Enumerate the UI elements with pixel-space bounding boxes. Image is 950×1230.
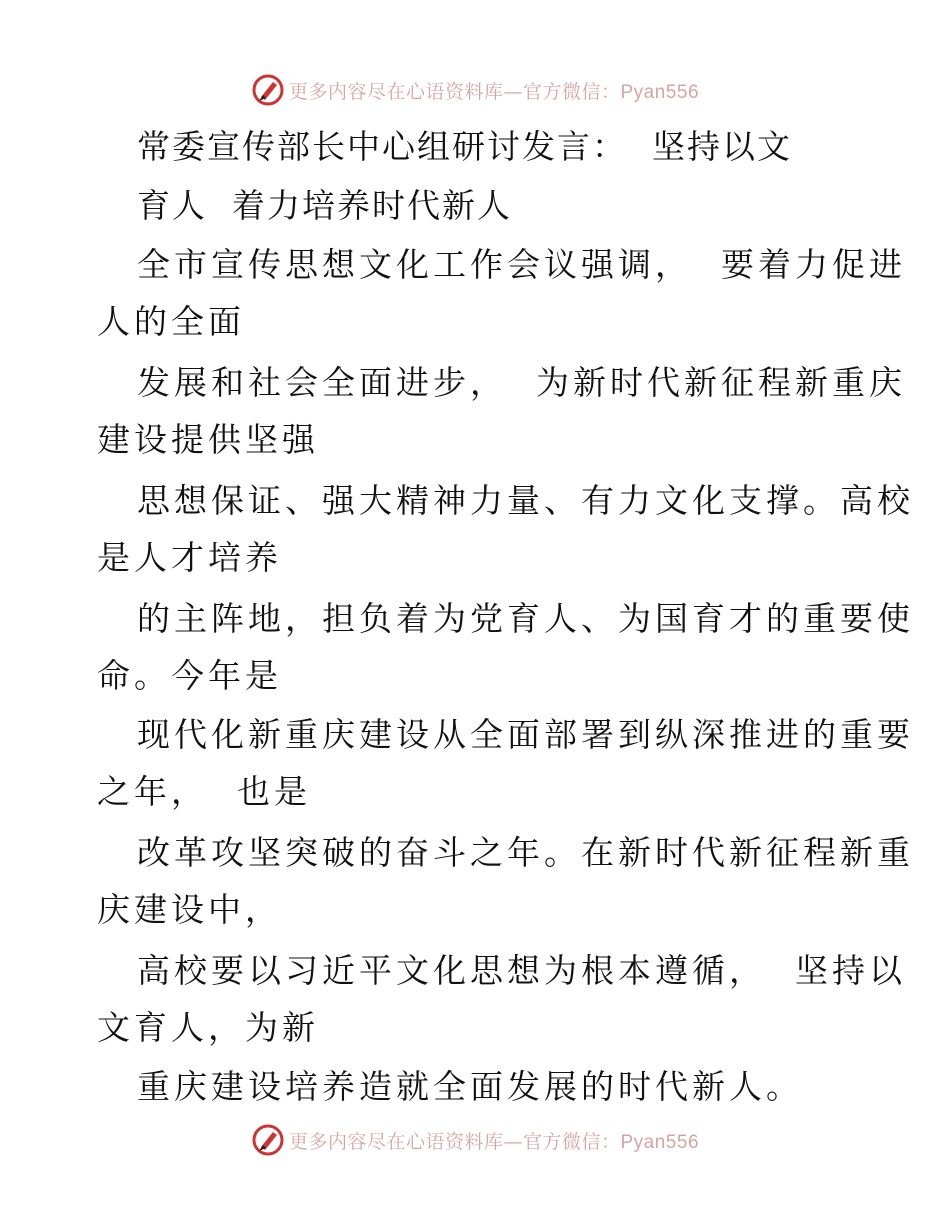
paragraph-line: 建设提供坚强 bbox=[97, 420, 319, 459]
paragraph-line: 思想保证、强大精神力量、有力文化支撑。高校 bbox=[137, 481, 914, 520]
watermark-text: 更多内容尽在心语资料库—官方微信：Pyan556 bbox=[288, 1130, 700, 1153]
watermark-text: 更多内容尽在心语资料库—官方微信：Pyan556 bbox=[288, 80, 700, 103]
doc-title-line-1: 常委宣传部长中心组研讨发言： 坚持以文 bbox=[137, 127, 792, 166]
paragraph-line: 文育人，为新 bbox=[97, 1008, 319, 1047]
paragraph-line: 全市宣传思想文化工作会议强调， 要着力促进 bbox=[137, 245, 906, 284]
paragraph-line: 命。今年是 bbox=[97, 656, 282, 695]
doc-title-line-2: 育人 着力培养时代新人 bbox=[137, 186, 512, 225]
paragraph-line: 人的全面 bbox=[97, 302, 245, 341]
paragraph-line: 的主阵地，担负着为党育人、为国育才的重要使 bbox=[137, 599, 914, 638]
paragraph-line: 改革攻坚突破的奋斗之年。在新时代新征程新重 bbox=[137, 833, 914, 872]
paragraph-line: 发展和社会全面进步， 为新时代新征程新重庆 bbox=[137, 363, 906, 402]
paragraph-line: 高校要以习近平文化思想为根本遵循， 坚持以 bbox=[137, 951, 906, 990]
red-pen-seal-logo-icon bbox=[251, 1123, 285, 1157]
paragraph-line: 是人才培养 bbox=[97, 538, 282, 577]
footer-watermark-banner bbox=[0, 1120, 950, 1160]
paragraph-line: 现代化新重庆建设从全面部署到纵深推进的重要 bbox=[137, 715, 914, 754]
paragraph-line: 重庆建设培养造就全面发展的时代新人。 bbox=[137, 1067, 803, 1106]
paragraph-line: 庆建设中， bbox=[97, 890, 282, 929]
paragraph-line: 之年， 也是 bbox=[97, 772, 311, 811]
